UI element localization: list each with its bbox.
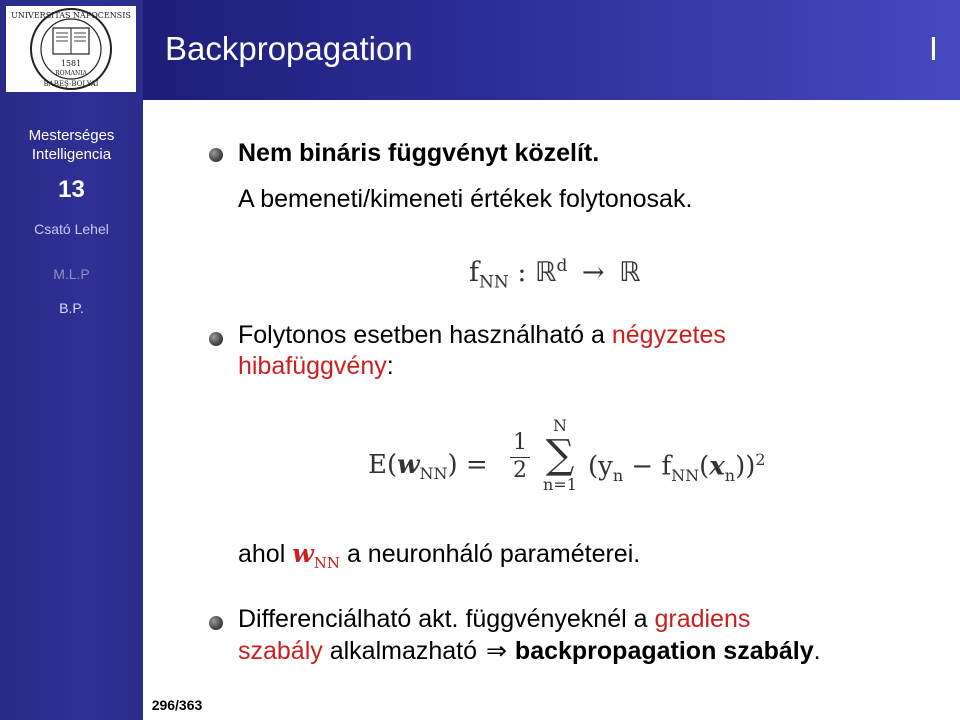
slide-content <box>143 100 960 720</box>
bullet1-line1: Nem bináris függvényt közelít. <box>238 139 600 167</box>
nav-link-mlp[interactable]: M.L.P <box>53 266 90 282</box>
sidebar <box>0 0 143 720</box>
bullet-icon <box>209 332 223 346</box>
slide-title: Backpropagation <box>165 30 413 67</box>
bullet2-text: Folytonos esetben használható a négyzetes hibafüggvény: <box>238 321 726 380</box>
course-title-line2: Intelligencia <box>31 146 112 163</box>
implies-arrow: ⇒ <box>485 636 507 665</box>
parameter-definition: ahol $w_{NN}$ a neuronháló paraméterei. <box>238 539 641 572</box>
highlight-gradiens: gradiens <box>654 605 751 633</box>
bullet-icon <box>209 616 223 630</box>
university-seal-logo <box>6 6 136 92</box>
page-counter: 296/363 <box>143 690 211 720</box>
slide-header <box>143 0 960 100</box>
lecture-number: 13 <box>58 176 85 203</box>
bullet-icon <box>209 148 223 162</box>
bullet1-line2: A bemeneti/kimeneti értékek folytonosak. <box>238 185 693 213</box>
highlight-term: négyzetes hibafüggvény <box>238 321 726 380</box>
author-name: Csató Lehel <box>34 221 109 237</box>
svg-text:UNIVERSITAS NAPOCENSIS: UNIVERSITAS NAPOCENSIS <box>11 11 131 20</box>
svg-text:1581: 1581 <box>60 59 82 68</box>
bullet3-text: Differenciálható akt. függvényeknél a gradiens szabály alkalmazható ⇒ backpropagation szabály. <box>238 605 821 665</box>
highlight-szabaly: szabály <box>238 637 323 665</box>
nav-link-bp[interactable]: B.P. <box>59 300 84 316</box>
svg-text:ROMANIA: ROMANIA <box>55 70 87 77</box>
formula-mapping: $f_{NN}$ : ℝ$^d$ → ℝ <box>469 256 641 293</box>
formula-error-function: $E(w_{NN})$ = 1 2 N ∑ n=1 $(y_n - f_{NN}(x_n))^2$ <box>368 416 766 494</box>
svg-text:BABEŞ-BOLYAI: BABEŞ-BOLYAI <box>43 80 99 88</box>
course-title-line1: Mesterséges <box>28 127 115 144</box>
slide-part-numeral: I <box>928 30 938 67</box>
